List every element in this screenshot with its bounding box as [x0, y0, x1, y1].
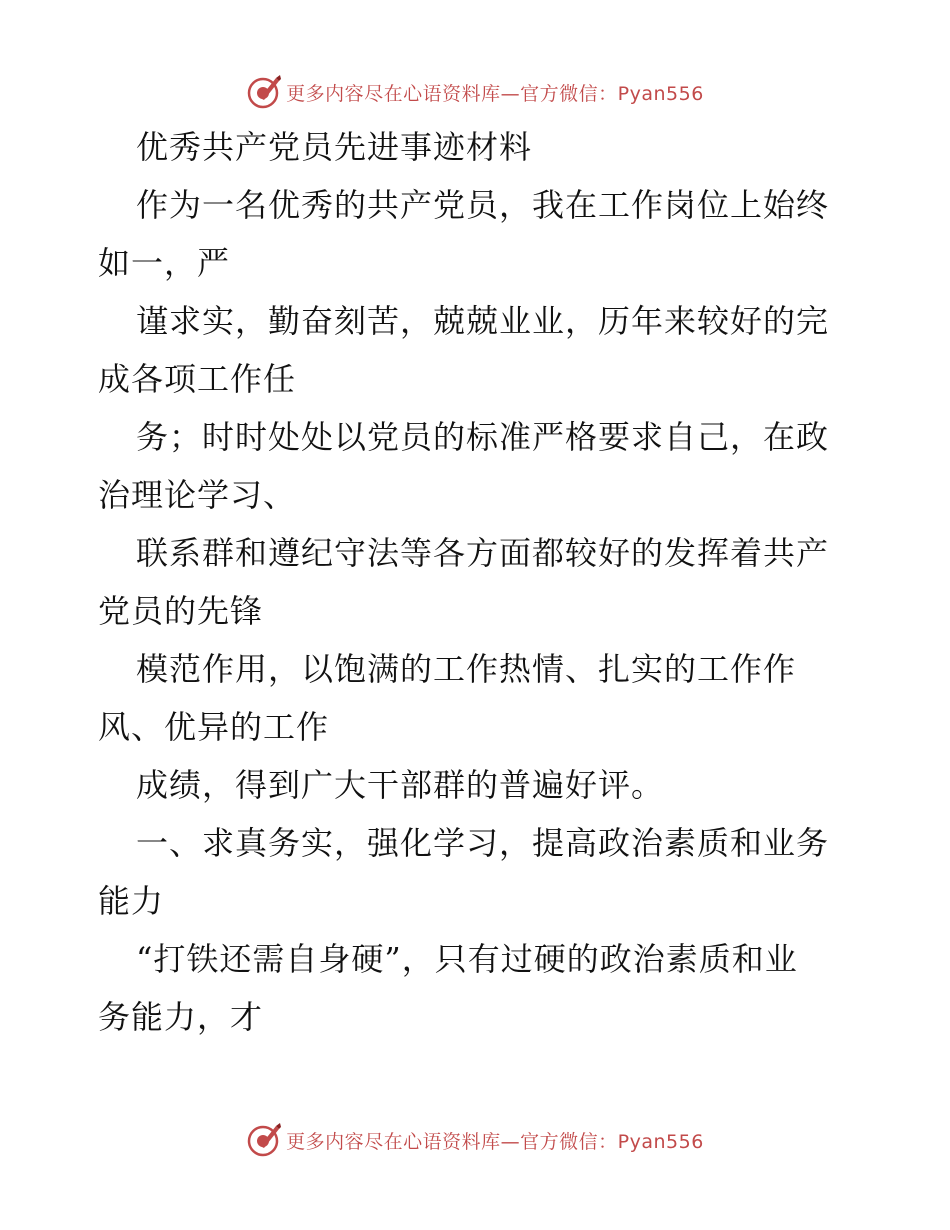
text-line: 务能力，才 — [98, 998, 264, 1036]
text-line: 风、优异的工作 — [98, 708, 330, 746]
text-line: 治理论学习、 — [98, 476, 297, 514]
text-line: 党员的先锋 — [98, 592, 264, 630]
text-line: 一、求真务实，强化学习，提高政治素质和业务 — [136, 824, 830, 862]
banner-text: 更多内容尽在心语资料库—官方微信：Pyan556 — [286, 1130, 704, 1153]
quill-logo-icon — [246, 1122, 282, 1158]
text-line: 务；时时处处以党员的标准严格要求自己，在政 — [136, 418, 830, 456]
text-line: 作为一名优秀的共产党员，我在工作岗位上始终 — [136, 186, 830, 224]
text-line: 成绩，得到广大干部群的普遍好评。 — [136, 766, 665, 804]
text-line: 联系群和遵纪守法等各方面都较好的发挥着共产 — [136, 534, 830, 572]
text-line: 优秀共产党员先进事迹材料 — [136, 128, 533, 166]
banner-text: 更多内容尽在心语资料库—官方微信：Pyan556 — [286, 82, 704, 105]
text-line: 成各项工作任 — [98, 360, 297, 398]
text-line: 谨求实，勤奋刻苦，兢兢业业，历年来较好的完 — [136, 302, 830, 340]
text-line: 能力 — [98, 882, 165, 920]
header-banner — [0, 72, 950, 112]
text-line: “打铁还需自身硬”，只有过硬的政治素质和业 — [136, 940, 798, 978]
quill-logo-icon — [246, 74, 282, 110]
text-line: 如一，严 — [98, 244, 231, 282]
document-body — [98, 118, 868, 1046]
footer-banner — [0, 1120, 950, 1160]
text-line: 模范作用，以饱满的工作热情、扎实的工作作 — [136, 650, 797, 688]
